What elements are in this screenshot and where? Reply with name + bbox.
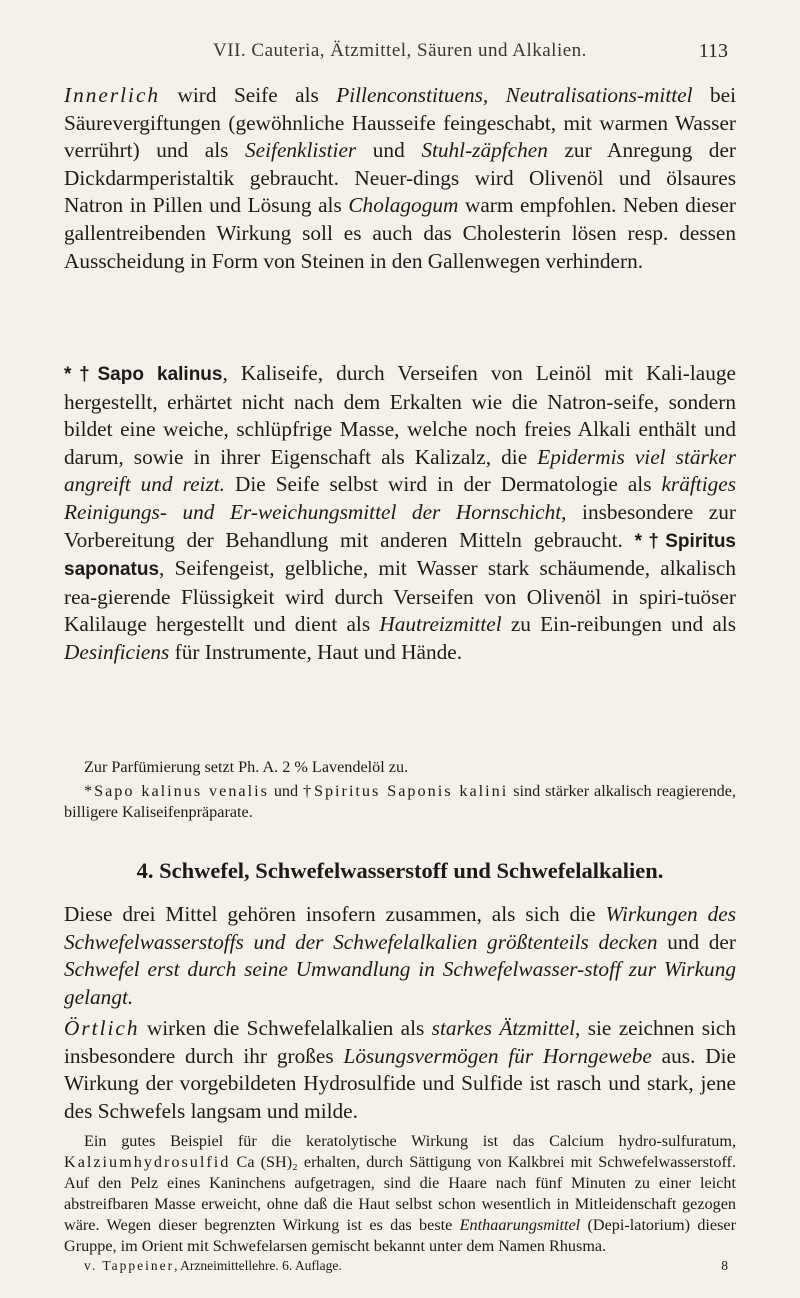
- footer-author: v. Tappeiner: [84, 1258, 175, 1273]
- term-pillenconstituens: Pillenconstituens, Neutralisations-mittel: [336, 83, 693, 107]
- term-sapo-kalinus: *†Sapo kalinus: [64, 364, 223, 385]
- page-footer: [64, 1257, 736, 1275]
- page-number: 113: [698, 40, 728, 62]
- footnote-sapo-venalis: *Sapo kalinus venalis und †Spiritus Saponis kalini sind stärker alkalisch reagierende, billigere Kaliseifenpräparate.: [64, 782, 736, 821]
- section-heading: 4. Schwefel, Schwefelwasserstoff und Schwefelalkalien.: [136, 858, 664, 883]
- running-title: VII. Cauteria, Ätzmittel, Säuren und Alkalien.: [213, 40, 587, 61]
- footnote-parfuemierung: Zur Parfümierung setzt Ph. A. 2 % Lavendelöl zu.: [84, 758, 409, 776]
- term-spiritus-saponatus: *†Spiritus saponatus: [64, 530, 736, 581]
- term-seifenklistier: Seifenklistier: [245, 138, 357, 163]
- footnote-calcium: Ein gutes Beispiel für die keratolytische Wirkung ist das Calcium hydro-sulfuratum, Kalziumhydrosulfid Ca (SH)₂ erhalten, durch Sättigung von Kalkbrei mit Schwefelwasserstoff. Auf den Pelz eines Kaninchens aufgetragen, sind die Haare nach fünf Minuten zu einer leicht abstreifbaren Masse erweicht, ohne daß die Haut selbst schon wesentlich in Mitleidenschaft gezogen wäre. Wegen dieser begrenzten Wirkung ist es das beste Enthaarungsmittel (Depi-latorium) dieser Gruppe, im Orient mit Schwefelarsen gemischt bekannt unter dem Namen Rhusma.: [64, 1132, 736, 1255]
- signature-mark: 8: [721, 1258, 728, 1273]
- paragraph-sapo-kalinus: *†Sapo kalinus, Kaliseife, durch Verseifen von Leinöl mit Kali-lauge hergestellt, erhärtet nicht nach dem Erkalten wie die Natron-seife, sondern bildet eine weiche, schlüpfrige Masse, welche noch freies Alkali enthält und darum, sowie in ihrer Eigenschaft als Kalizalz, die Epidermis viel stärker angreift und reizt. Die Seife selbst wird in der Dermatologie als kräftiges Reinigungs- und Er-weichungsmittel der Hornschicht, insbesondere zur Vorbereitung der Behandlung mit anderen Mitteln gebraucht. *†Spiritus saponatus, Seifengeist, gelbliche, mit Wasser stark schäumende, alkalisch rea-gierende Flüssigkeit wird durch Verseifen von Olivenöl in spiri-tuöser Kalilauge hergestellt und dient als Hautreizmittel zu Ein-reibungen und als Desinficiens für Instrumente, Haut und Hände.: [64, 361, 737, 664]
- term-oertlich: Örtlich: [64, 1016, 140, 1040]
- term-hautreizmittel: Hautreizmittel: [379, 612, 502, 637]
- footer-book: , Arzneimittellehre. 6. Auflage.: [174, 1258, 342, 1273]
- paragraph-schwefel-intro: Diese drei Mittel gehören insofern zusammen, als sich die Wirkungen des Schwefelwasserstoffs und der Schwefelalkalien größtenteils decken und der Schwefel erst durch seine Umwandlung in Schwefelwasser-stoff zur Wirkung gelangt.: [64, 902, 736, 1009]
- term-desinficiens: Desinficiens: [64, 639, 170, 664]
- term-innerlich: Innerlich: [64, 83, 161, 107]
- term-reinigungsmittel: kräftiges Reinigungs- und Er-weichungsmittel der Hornschicht: [64, 472, 737, 524]
- term-cholagogum: Cholagogum: [348, 193, 459, 218]
- paragraph-innerlich: Innerlich wird Seife als Pillenconstituens, Neutralisations-mittel bei Säurevergiftungen (gewöhnliche Hausseife feingeschabt, mit warmen Wasser verrührt) und als Seifenklistier und Stuhl-zäpfchen zur Anregung der Dickdarmperistaltik gebraucht. Neuer-dings wird Olivenöl und ölsaures Natron in Pillen und Lösung als Cholagogum warm empfohlen. Neben dieser gallentreibenden Wirkung soll es auch das Cholesterin lösen resp. dessen Ausscheidung in Form von Steinen in den Gallenwegen verhindern.: [64, 83, 737, 273]
- term-epidermis: Epidermis viel stärker angreift und reizt.: [64, 444, 736, 497]
- paragraph-oertlich: Örtlich wirken die Schwefelalkalien als starkes Ätzmittel, sie zeichnen sich insbesondere durch ihr großes Lösungsvermögen für Horngewebe aus. Die Wirkung der vorgebildeten Hydrosulfide und Sulfide ist rasch und stark, jene des Schwefels langsam und milde.: [64, 1016, 737, 1123]
- term-stuhlzaepfchen: Stuhl-zäpfchen: [421, 138, 548, 163]
- running-head: [0, 40, 800, 70]
